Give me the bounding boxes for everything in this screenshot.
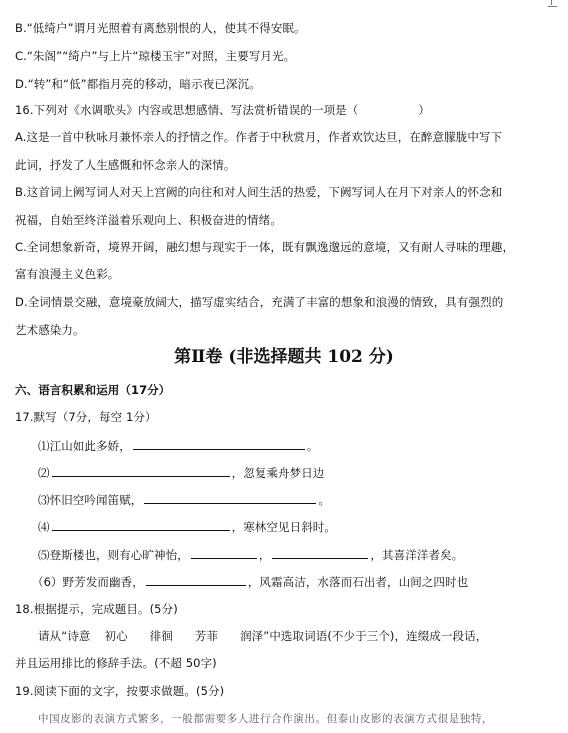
q17-blank-3[interactable] [144,491,316,504]
corner-crop-mark [548,0,564,14]
q17-item-2 [38,464,324,481]
q17-blank-6[interactable] [146,573,246,586]
q16-option-b-line2: 祝福，自始至终洋溢着乐观向上、积极奋进的情绪。 [15,213,282,227]
q17-blank-2[interactable] [52,464,230,477]
q19-stem: 19.阅读下面的文字，按要求做题。(5分) [15,684,225,698]
q18-line-2: 并且运用排比的修辞手法。(不超 50字) [15,656,217,670]
q18-line-1 [38,628,487,644]
q17-blank-5a[interactable] [191,546,257,559]
q17-item-4-pre: ⑷ [38,520,50,534]
q17-item-1-post: 。 [306,439,319,453]
q15-option-c: C.“朱阁”“绮户”与上片“琼楼玉宇”对照，主要写月光。 [15,49,296,63]
q16-option-d-line1: D.全词情景交融，意境豪放阔大，描写虚实结合，充满了丰富的想象和浪漫的情致，具有强烈的 [15,295,504,309]
q16-stem [15,102,430,118]
q17-item-3-post: 。 [318,493,331,507]
q16-option-a-line1: A.这是一首中秋咏月兼怀亲人的抒情之作。作者于中秋赏月，作者欢饮达旦，在醉意朦胧中写下 [15,130,503,144]
q17-blank-4[interactable] [52,518,230,531]
q15-option-d: D.“转”和“低”都指月亮的移动，暗示夜已深沉。 [15,77,261,91]
q17-item-1-pre: ⑴江山如此多娇， [38,439,131,453]
q18-word-fragrant: 芳菲 [194,629,219,643]
q15-option-b: B.“低绮户”谓月光照着有离愁别恨的人，使其不得安眠。 [15,21,306,35]
section-six-title: 六、语言积累和运用（17分） [15,383,171,397]
q17-item-6-pre: （6）野芳发而幽香， [32,575,144,589]
q16-stem-end: ） [418,103,430,117]
q16-option-c-line2: 富有浪漫主义色彩。 [15,267,120,281]
q16-option-c-line1: C.全词想象新奇，境界开阔，融幻想与现实于一体，既有飘逸邈远的意境，又有耐人寻味的理趣， [15,240,515,254]
q18-word-original-aspiration: 初心 [104,629,128,643]
q17-item-5-pre: ⑸登斯楼也，则有心旷神怡， [38,548,189,562]
q16-option-a-line2: 此词，抒发了人生感慨和怀念亲人的深情。 [15,158,236,172]
q17-item-4 [38,518,336,535]
q17-blank-5b[interactable] [272,546,368,559]
q17-item-5 [38,546,463,563]
q17-blank-1[interactable] [133,437,305,450]
q17-item-1 [38,437,318,454]
q17-item-4-post: ，寒林空见日斜时。 [231,520,337,534]
q16-option-b-line1: B.这首词上阙写词人对天上宫阙的向往和对人间生活的热爱，下阙写词人在月下对亲人的怀念和 [15,185,503,199]
q17-item-2-post: ，忽复乘舟梦日边 [231,466,325,480]
q17-item-3-pre: ⑶怀旧空吟闻笛赋， [38,493,143,507]
q18-word-moist-rest: 润泽”中选取词语(不少于三个)，连缀成一段话， [240,629,488,643]
q18-stem: 18.根据提示，完成题目。(5分) [15,602,178,616]
q16-stem-text: 16.下列对《水调歌头》内容或思想感情、写法赏析错误的一项是（ [15,103,359,117]
q17-stem: 17.默写（7分，每空 1分） [15,410,157,424]
q16-option-d-line2: 艺术感染力。 [15,323,85,337]
q18-word-linger: 徘徊 [149,629,173,643]
q17-item-6 [32,573,468,590]
q19-passage: 中国皮影的表演方式繁多，一般都需要多人进行合作演出。但泰山皮影的表演方式很是独特， [38,713,494,725]
q18-word-poetic: 请从“诗意 [38,629,91,643]
q17-item-2-pre: ⑵ [38,466,50,480]
q17-item-6-post: ，风霜高洁，水落而石出者，山间之四时也 [247,575,469,589]
q17-item-3 [38,491,330,508]
part-two-title: 第Ⅱ卷 (非选择题共 102 分) [174,347,394,367]
q17-item-5-mid: ， [258,548,271,562]
q17-item-5-post: ，其喜洋洋者矣。 [370,548,464,562]
